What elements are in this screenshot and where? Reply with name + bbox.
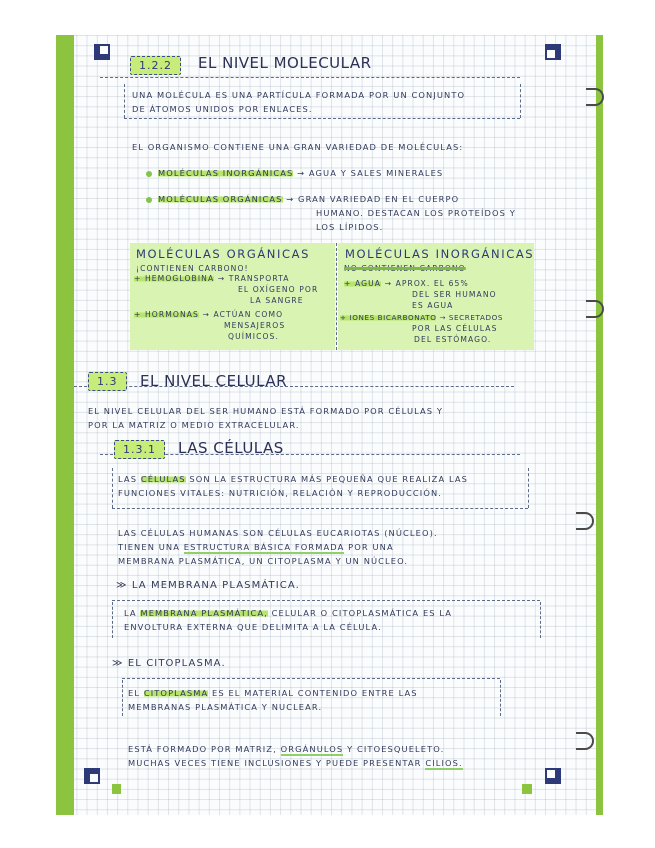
inorganic-box-line: ES AGUA <box>412 301 454 310</box>
section-title: EL NIVEL CELULAR <box>140 372 288 390</box>
organic-box-item: + HEMOGLOBINA → TRANSPORTA <box>134 274 290 283</box>
inorganic-box-item: + AGUA → APROX. EL 65% <box>344 279 469 288</box>
inorganic-box-line: DEL SER HUMANO <box>412 290 497 299</box>
section-number-tag: 1.3 <box>88 372 127 391</box>
corner-mark-bottom-right-icon <box>545 768 561 784</box>
divider-line <box>122 678 500 679</box>
bracket-line <box>124 84 125 118</box>
cells-text-line: LAS CÉLULAS HUMANAS SON CÉLULAS EUCARIOTAS (NÚCLEO). <box>118 528 438 538</box>
subheading-cytoplasm: ≫ EL CITOPLASMA. <box>112 658 226 669</box>
divider-line <box>100 77 520 78</box>
inorganic-box-line: DEL ESTÓMAGO. <box>414 335 492 344</box>
bullet-organic-line2: HUMANO. DESTACAN LOS PROTEÍDOS Y <box>316 208 516 218</box>
molecule-definition-line: UNA MOLÉCULA ES UNA PARTÍCULA FORMADA POR UN CONJUNTO <box>132 90 466 100</box>
organic-box-item: + HORMONAS → ACTÚAN COMO <box>134 310 284 319</box>
membrane-text-line: ENVOLTURA EXTERNA QUE DELIMITA A LA CÉLULA. <box>124 622 382 632</box>
binder-ring-icon <box>576 732 594 750</box>
cellular-text-line: EL NIVEL CELULAR DEL SER HUMANO ESTÁ FORMADO POR CÉLULAS Y <box>88 406 444 416</box>
cells-definition-line: LAS CÉLULAS SON LA ESTRUCTURA MÁS PEQUEÑA QUE REALIZA LAS <box>118 474 469 484</box>
section-number-tag: 1.3.1 <box>114 440 165 459</box>
bullet-dot-icon <box>146 171 152 177</box>
bracket-line <box>500 680 501 716</box>
divider-line <box>124 118 520 119</box>
bottom-mark-left <box>112 784 121 794</box>
section-number-tag: 1.2.2 <box>130 56 181 75</box>
organic-box-line: MENSAJEROS <box>224 321 286 330</box>
cytoplasm-text-line: EL CITOPLASMA ES EL MATERIAL CONTENIDO ENTRE LAS <box>128 688 418 698</box>
cells-definition-line: FUNCIONES VITALES: NUTRICIÓN, RELACIÓN Y REPRODUCCIÓN. <box>118 488 443 498</box>
corner-mark-top-left-icon <box>94 44 110 60</box>
divider-line <box>112 508 528 509</box>
divider-line <box>112 600 540 601</box>
organism-text: EL ORGANISMO CONTIENE UNA GRAN VARIEDAD DE MOLÉCULAS: <box>132 142 464 152</box>
right-margin-bar <box>596 35 603 815</box>
bracket-line <box>122 680 123 716</box>
bracket-line <box>112 468 113 508</box>
corner-mark-top-right-icon <box>545 44 561 60</box>
inorganic-box-item: + IONES BICARBONATO → SECRETADOS <box>340 313 504 322</box>
bottom-mark-right <box>522 784 532 794</box>
cellular-text-line: POR LA MATRIZ O MEDIO EXTRACELULAR. <box>88 420 300 430</box>
bullet-inorganic: MOLÉCULAS INORGÁNICAS → AGUA Y SALES MINERALES <box>146 168 443 178</box>
bracket-line <box>520 84 521 118</box>
cytoplasm-detail-line: ESTÁ FORMADO POR MATRIZ, ORGÁNULOS Y CITOESQUELETO. <box>128 744 445 754</box>
bullet-dot-icon <box>146 197 152 203</box>
box-divider <box>336 243 337 350</box>
inorganic-box-line: POR LAS CÉLULAS <box>412 324 498 333</box>
molecule-definition-line: DE ÁTOMOS UNIDOS POR ENLACES. <box>132 104 313 114</box>
organic-box-title: MOLÉCULAS ORGÁNICAS <box>136 247 310 261</box>
organic-box-line: ¡CONTIENEN CARBONO! <box>136 264 249 273</box>
binder-ring-icon <box>576 512 594 530</box>
bullet-organic: MOLÉCULAS ORGÁNICAS → GRAN VARIEDAD EN EL CUERPO <box>146 194 459 204</box>
bracket-line <box>528 468 529 508</box>
cells-text-line: TIENEN UNA ESTRUCTURA BÁSICA FORMADA POR UNA <box>118 542 394 552</box>
section-title: EL NIVEL MOLECULAR <box>198 54 372 72</box>
organic-box-line: EL OXÍGENO POR <box>238 285 319 294</box>
inorganic-box-title: MOLÉCULAS INORGÁNICAS <box>345 247 535 261</box>
membrane-text-line: LA MEMBRANA PLASMÁTICA, CELULAR O CITOPLASMÁTICA ES LA <box>124 608 453 618</box>
binder-ring-icon <box>586 300 604 318</box>
corner-mark-bottom-left-icon <box>84 768 100 784</box>
cytoplasm-text-line: MEMBRANAS PLASMÁTICA Y NUCLEAR. <box>128 702 323 712</box>
left-margin-bar <box>56 35 74 815</box>
subheading-membrane: ≫ LA MEMBRANA PLASMÁTICA. <box>116 580 300 591</box>
inorganic-box-line: NO CONTIENEN CARBONO <box>344 264 466 273</box>
bracket-line <box>540 602 541 638</box>
cells-text-line: MEMBRANA PLASMÁTICA, UN CITOPLASMA Y UN NÚCLEO. <box>118 556 409 566</box>
bullet-organic-line3: LOS LÍPIDOS. <box>316 222 384 232</box>
binder-ring-icon <box>586 88 604 106</box>
organic-box-line: QUÍMICOS. <box>228 332 279 341</box>
section-title: LAS CÉLULAS <box>178 439 284 457</box>
cytoplasm-detail-line: MUCHAS VECES TIENE INCLUSIONES Y PUEDE PRESENTAR CILIOS. <box>128 758 463 768</box>
organic-box-line: LA SANGRE <box>250 296 304 305</box>
bracket-line <box>112 602 113 638</box>
